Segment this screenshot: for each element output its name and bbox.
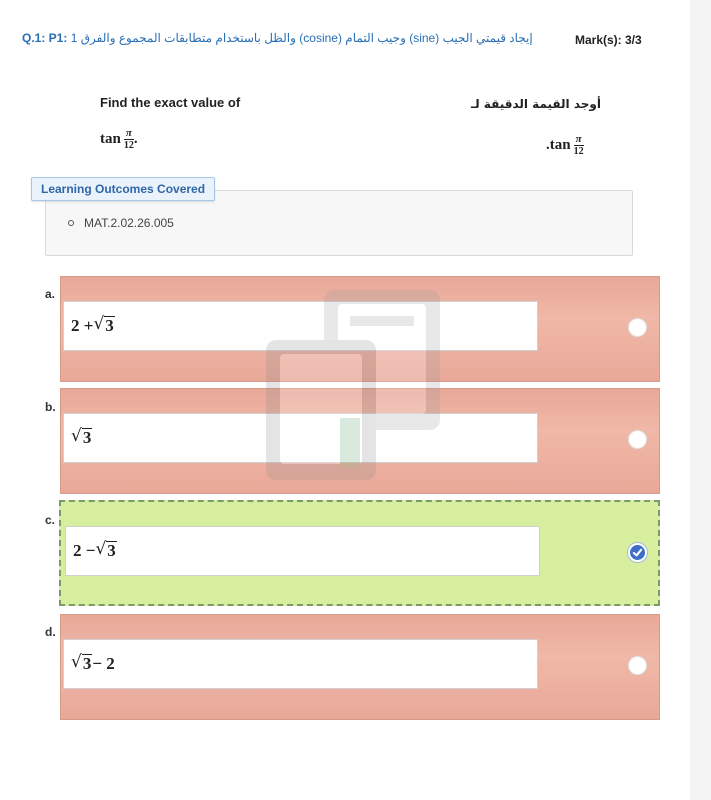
option-d-letter: d. — [45, 625, 56, 639]
option-a-answer — [63, 301, 538, 351]
option-b-letter: b. — [45, 400, 56, 414]
option-c[interactable] — [59, 500, 660, 606]
prompt-english: Find the exact value of — [100, 95, 241, 110]
option-c-prefix: 2 − — [73, 541, 96, 560]
radicand: 3 — [105, 316, 114, 336]
option-b-answer — [63, 413, 538, 463]
option-a[interactable] — [60, 276, 660, 382]
learning-outcome-item — [68, 216, 174, 230]
option-a-prefix: 2 + — [71, 316, 94, 335]
radical-icon: √ — [71, 426, 82, 447]
expression-period: . — [133, 131, 138, 147]
checkmark-icon — [632, 547, 643, 558]
marks-label: Mark(s): 3/3 — [575, 33, 642, 47]
radicand: 3 — [107, 541, 116, 561]
expression-arabic — [546, 134, 584, 157]
expression-english — [100, 128, 138, 151]
radical-icon: √ — [95, 539, 107, 560]
bullet-icon — [68, 220, 74, 226]
option-b[interactable] — [60, 388, 660, 494]
tan-function-ar: .tan — [546, 137, 571, 153]
pi-over-12-fraction — [124, 128, 134, 151]
pi-over-12-fraction-ar — [574, 134, 584, 157]
option-d-radio[interactable] — [628, 656, 647, 675]
sqrt-expression — [71, 654, 92, 674]
fraction-denominator-ar: 12 — [573, 146, 584, 157]
option-d-suffix: − 2 — [92, 654, 115, 673]
option-c-answer — [65, 526, 540, 576]
radicand: 3 — [82, 428, 92, 448]
right-scroll-strip — [690, 0, 711, 800]
fraction-numerator: π — [125, 127, 132, 139]
option-b-radio[interactable] — [628, 430, 647, 449]
fraction-denominator: 12 — [123, 140, 134, 151]
option-d-answer — [63, 639, 538, 689]
sqrt-expression — [95, 541, 116, 561]
option-a-radio[interactable] — [628, 318, 647, 337]
option-a-letter: a. — [45, 287, 56, 301]
option-c-letter: c. — [45, 513, 56, 527]
question-number: Q.1: P1: — [22, 31, 68, 45]
option-d[interactable] — [60, 614, 660, 720]
radical-icon: √ — [93, 314, 105, 335]
sqrt-expression — [93, 316, 114, 336]
option-c-radio[interactable] — [628, 543, 647, 562]
prompt-arabic: أوجد القيمة الدقيقة لـ — [471, 97, 601, 111]
sqrt-expression — [71, 428, 92, 448]
learning-outcomes-tab[interactable]: Learning Outcomes Covered — [31, 177, 215, 201]
radicand: 3 — [82, 654, 92, 674]
learning-outcome-code: MAT.2.02.26.005 — [84, 216, 174, 230]
question-topic: والظل باستخدام متطابقات المجموع والفرق 1 (cosine) وجيب التمام (sine) إيجاد قيمتي الجيب — [70, 31, 533, 45]
question-title — [22, 31, 533, 45]
tan-function: tan — [100, 131, 121, 147]
fraction-numerator-ar: π — [575, 133, 582, 145]
radical-icon: √ — [71, 652, 82, 673]
